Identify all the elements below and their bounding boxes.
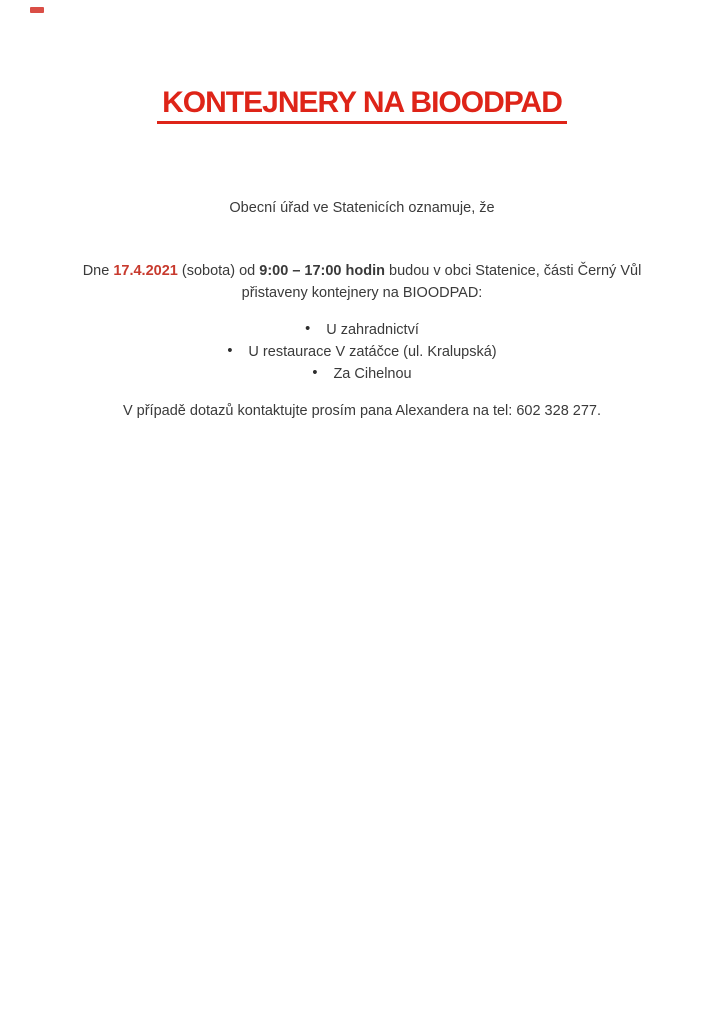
notice-time: 9:00 – 17:00 hodin — [259, 263, 385, 279]
notice-date: 17.4.2021 — [113, 263, 178, 279]
notice-line2: přistaveny kontejnery na BIOODPAD: — [241, 285, 483, 301]
title-row — [0, 86, 724, 124]
bullet-icon: • — [305, 320, 311, 337]
notice-paragraph — [0, 260, 724, 304]
location-item — [0, 319, 724, 341]
document-title: KONTEJNERY NA BIOODPAD — [157, 86, 567, 124]
location-item — [0, 341, 724, 363]
bullet-icon: • — [312, 364, 318, 381]
location-item — [0, 363, 724, 385]
notice-prefix: Dne — [82, 263, 114, 279]
location-label: U restaurace V zatáčce (ul. Kralupská) — [248, 343, 497, 360]
notice-line1-rest: budou v obci Statenice, části Černý Vůl — [384, 263, 642, 279]
locations-list — [0, 319, 724, 385]
location-label: U zahradnictví — [326, 321, 419, 338]
scan-artifact-red-mark — [30, 7, 44, 13]
notice-after-date: (sobota) od — [177, 263, 260, 279]
bullet-icon: • — [227, 342, 233, 359]
location-label: Za Cihelnou — [333, 365, 412, 382]
contact-line: V případě dotazů kontaktujte prosím pana Alexandera na tel: 602 328 277. — [122, 402, 602, 419]
intro-line: Obecní úřad ve Statenicích oznamuje, že — [229, 200, 495, 216]
